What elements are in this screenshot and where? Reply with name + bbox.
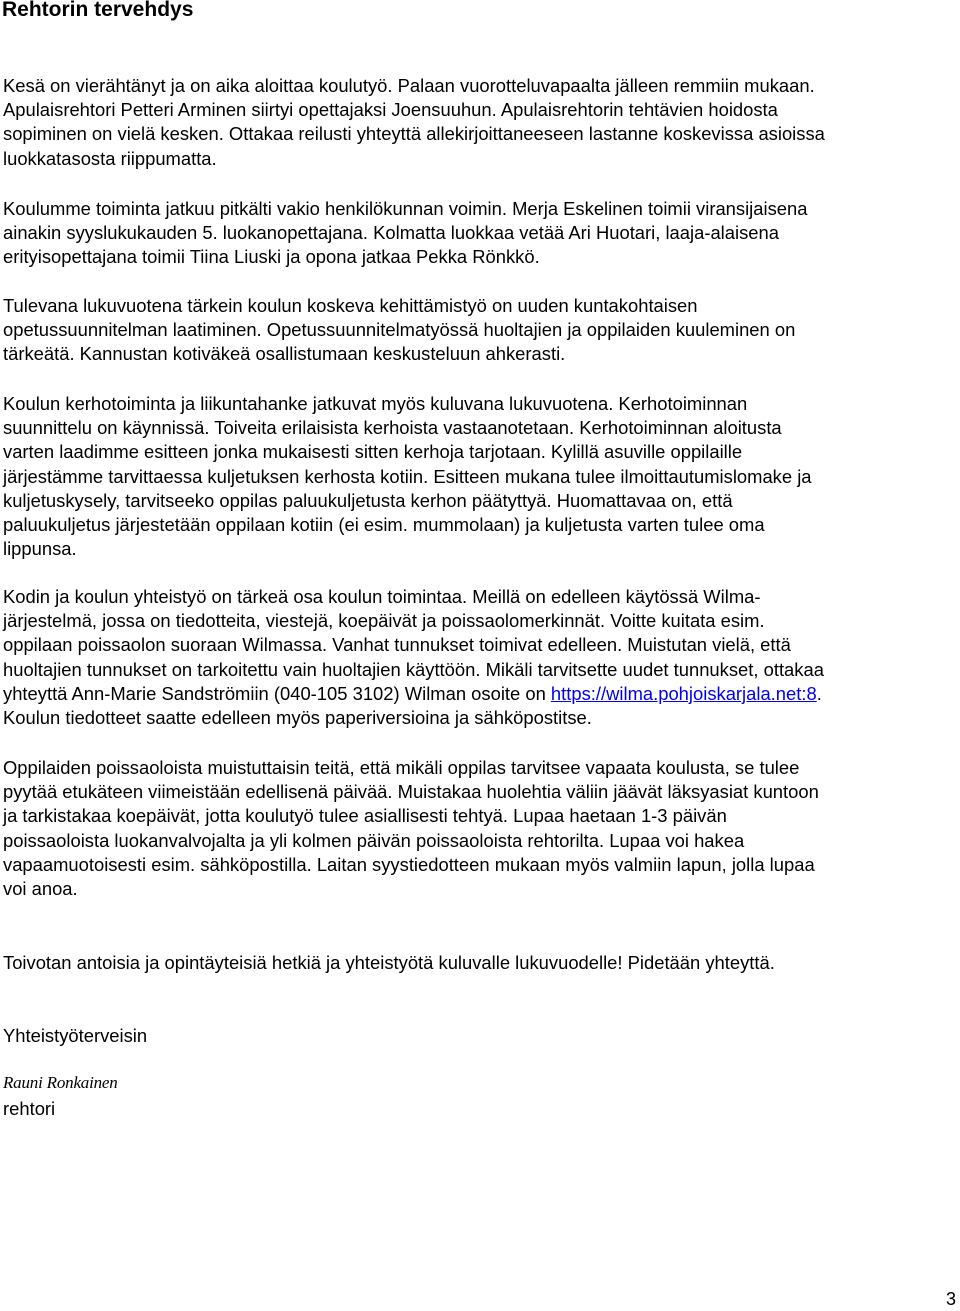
link-suffix-text: .: [816, 682, 822, 704]
text-line: kuljetuskysely, tarvitseeko oppilas paluukuljetusta kerhon päätyttyä. Huomattavaa on, että: [3, 489, 733, 511]
text-line: paluukuljetus järjestetään oppilaan kotiin (ei esim. mummolaan) ja kuljetusta varten tulee oma: [3, 514, 765, 536]
closing-greeting: Yhteistyöterveisin: [3, 1025, 148, 1046]
text-line: pyytää etukäteen viimeistään edellisenä päivää. Muistakaa huolehtia väliin jäävät läksyasiat kuntoon: [3, 781, 819, 803]
document-title: Rehtorin tervehdys: [2, 0, 194, 21]
text-line: ainakin syyslukukauden 5. luokanopettajana. Kolmatta luokkaa vetää Ari Huotari, laaja-alaisena: [3, 222, 779, 244]
paragraph-wilma: [3, 585, 958, 730]
text-line: Koulun kerhotoiminta ja liikuntahanke jatkuvat myös kuluvana lukuvuotena. Kerhotoiminnan: [3, 393, 748, 414]
text-line: Toivotan antoisia ja opintäyteisiä hetkiä ja yhteistyötä kuluvalle lukuvuodelle! Pidetään yhteyttä.: [3, 952, 775, 973]
text-line: ja tarkistakaa koepäivät, jotta koulutyö tulee asiallisesti tehtyä. Lupaa haetaan 1-3 päivän: [3, 805, 727, 827]
text-line: oppilaan poissaolon suoraan Wilmassa. Vanhat tunnukset toimivat edelleen. Muistutan vielä, että: [3, 634, 791, 656]
text-line: vapaamuotoisesti esim. sähköpostilla. Laitan syystiedotteen mukaan myös valmiin lapun, jolla lupaa: [3, 853, 815, 875]
text-line: Kesä on vierähtänyt ja on aika aloittaa koulutyö. Palaan vuorotteluvapaalta jälleen remmiin mukaan.: [3, 75, 815, 96]
paragraph-staff: [3, 197, 958, 270]
text-line: huoltajien tunnukset on tarkoitettu vain huoltajien käyttöön. Mikäli tarvitsette uudet tunnukset, ottakaa: [3, 658, 824, 680]
text-line: Koulumme toiminta jatkuu pitkälti vakio henkilökunnan voimin. Merja Eskelinen toimii viransijaisena: [3, 198, 808, 219]
paragraph-greeting-intro: [3, 74, 958, 171]
text-line: Kodin ja koulun yhteistyö on tärkeä osa koulun toimintaa. Meillä on edelleen käytössä Wilma-: [3, 586, 761, 607]
text-line: luokkatasosta riippumatta.: [3, 147, 217, 169]
page-number: 3: [945, 1289, 956, 1309]
text-line: suunnittelu on käynnissä. Toiveita erilaisista kerhoista vastaanotetaan. Kerhotoiminnan aloitusta: [3, 417, 782, 439]
text-line: Koulun tiedotteet saatte edelleen myös paperiversioina ja sähköpostitse.: [3, 707, 592, 729]
text-line: tärkeätä. Kannustan kotiväkeä osallistumaan keskusteluun ahkerasti.: [3, 343, 566, 365]
text-line: poissaoloista luokanvalvojalta ja yli kolmen päivän poissaoloista rehtorilta. Lupaa voi hakea: [3, 829, 745, 851]
text-line: lippunsa.: [3, 538, 77, 560]
paragraph-curriculum: [3, 294, 958, 367]
text-line: voi anoa.: [3, 878, 78, 900]
text-line: opetussuunnitelman laatiminen. Opetussuunnitelmatyössä huoltajien ja oppilaiden kuuleminen on: [3, 319, 796, 341]
text-line: järjestelmä, jossa on tiedotteita, viestejä, koepäivät ja poissaolomerkinnät. Voitte kuitata esim.: [3, 610, 765, 632]
text-line: sopiminen on vielä kesken. Ottakaa reilusti yhteyttä allekirjoittaneeseen lastanne koskevissa asioissa: [3, 123, 825, 145]
text-line: Apulaisrehtori Petteri Arminen siirtyi opettajaksi Joensuuhun. Apulaisrehtorin tehtävien hoidosta: [3, 99, 778, 121]
text-line: erityisopettajana toimii Tiina Liuski ja opona jatkaa Pekka Rönkkö.: [3, 246, 540, 268]
text-line: järjestämme tarvittaessa kuljetuksen kerhosta kotiin. Esitteen mukana tulee ilmoittautumislomake ja: [3, 465, 812, 487]
text-line: Oppilaiden poissaoloista muistuttaisin teitä, että mikäli oppilas tarvitsee vapaata koulusta, se tulee: [3, 757, 800, 778]
paragraph-clubs: [3, 392, 958, 561]
paragraph-closing-wish: [3, 951, 958, 975]
link-prefix-text: yhteyttä Ann-Marie Sandströmiin (040-105 3102) Wilman osoite on: [3, 682, 551, 704]
paragraph-absences: [3, 756, 958, 901]
signature: Rauni Ronkainen: [3, 1073, 118, 1092]
text-line: varten laadimme esitteen jonka mukaisesti sitten kerhoja tarjotaan. Kylillä asuville oppilaille: [3, 441, 743, 463]
wilma-link[interactable]: https://wilma.pohjoiskarjala.net:8: [550, 682, 817, 704]
signer-role: rehtori: [3, 1098, 56, 1119]
text-line: Tulevana lukuvuotena tärkein koulun koskeva kehittämistyö on uuden kuntakohtaisen: [3, 295, 698, 316]
text-line-with-link: [3, 682, 958, 706]
